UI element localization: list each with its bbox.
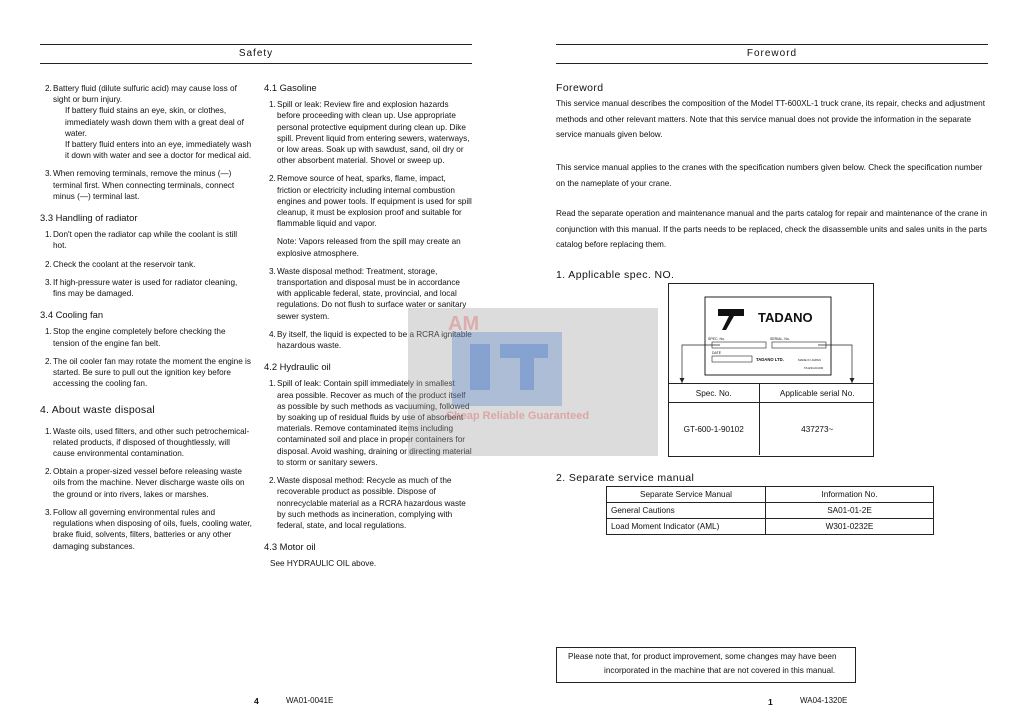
section-4-3-heading: 4.3 Motor oil bbox=[264, 541, 316, 553]
foreword-heading: Foreword bbox=[556, 82, 604, 94]
svc-header-info-no: Information No. bbox=[766, 487, 934, 503]
table-row bbox=[607, 503, 934, 519]
radiator-item-1: 1. Don't open the radiator cap while the coolant is still hot. bbox=[45, 230, 238, 251]
right-doc-code: WA04-1320E bbox=[800, 696, 848, 705]
service-manual-table bbox=[606, 486, 934, 535]
separate-manual-heading: 2. Separate service manual bbox=[556, 472, 695, 484]
right-header-title: Foreword bbox=[746, 48, 798, 59]
notice-line-1: Please note that, for product improvement, some changes may have been bbox=[568, 652, 837, 661]
nameplate-date-caption: DATE bbox=[712, 351, 722, 355]
section-3-4-heading: 3.4 Cooling fan bbox=[40, 309, 104, 321]
spec-header-spec-no: Spec. No. bbox=[668, 384, 760, 403]
fan-item-2: 2. The oil cooler fan may rotate the moment the engine is started. Be sure to pull out the ignition key before accessing the cooling fan. bbox=[45, 356, 251, 389]
spec-header-serial-no: Applicable serial No. bbox=[760, 384, 874, 403]
radiator-item-3: 3. If high-pressure water is used for radiator cleaning, fins may be damaged. bbox=[45, 277, 238, 299]
waste-item-2: 2. Obtain a proper-sized vessel before releasing waste oils from the machine. Never discharge waste oils on the ground or into rivers, lakes or marshes. bbox=[45, 467, 245, 499]
spec-value-spec-no: GT-600-1-90102 bbox=[668, 403, 760, 456]
right-header-rule bbox=[556, 44, 988, 45]
left-column-1 bbox=[40, 83, 252, 559]
section-3-3-heading: 3.3 Handling of radiator bbox=[40, 212, 138, 224]
spec-value-serial-no: 437273~ bbox=[760, 403, 874, 456]
svc-row-1-info-no: SA01-01-2E bbox=[766, 503, 934, 519]
section-4-heading: 4. About waste disposal bbox=[40, 404, 155, 417]
improvement-notice bbox=[556, 647, 856, 683]
section-4-2-heading: 4.2 Hydraulic oil bbox=[264, 361, 331, 373]
gasoline-item-1: 1. Spill or leak: Review fire and explosion hazards before proceeding with clean up. Use appropriate personal protective equipment during clean up. Dike spill. Prevent liquid from entering sewers, waterways, or low areas. Soak up with sawdust, sand, oil dry or other absorbent material. Shovel or sweep up. bbox=[269, 100, 470, 166]
watermark-tagline: Cheap Reliable Guaranteed bbox=[446, 410, 590, 422]
hydraulic-item-1: 1. Spill of leak: Contain spill immediately in smallest area possible. Recover as much of the product itself as possible by such methods as vacuuming, followed by soaking up of residual fluids by use of absorbent materials. Remove contaminated items including contaminated soil and place in proper containers for disposal. Avoid washing, draining or directing material to storm or sanitary sewers. bbox=[269, 379, 472, 467]
nameplate-spec-caption: SPEC. No. bbox=[708, 337, 725, 341]
gasoline-item-3: 3. Waste disposal method: Treatment, storage, transportation and disposal must be in accordance with applicable federal, state, provincial, and local regulations. Do not flush to surface water or sanitary sewer system. bbox=[269, 266, 467, 321]
gasoline-note: Note: Vapors released from the spill may create an explosive atmosphere. bbox=[277, 237, 461, 258]
left-header-title: Safety bbox=[238, 48, 274, 59]
table-row bbox=[607, 519, 934, 535]
nameplate-brand: TADANO bbox=[758, 310, 813, 325]
terminals-item: 3. When removing terminals, remove the minus (—) terminal first. When connecting terminals, connect minus (—) terminal last. bbox=[45, 169, 235, 201]
left-header-rule-bottom bbox=[40, 63, 472, 64]
notice-line-2: incorporated in the machine that are not covered in this manual. bbox=[604, 666, 836, 675]
nameplate-serial-caption: SERIAL. No. bbox=[770, 337, 790, 341]
foreword-paragraph-3: Read the separate operation and maintenance manual and the parts catalog for repair and maintenance of the crane in conjunction with this manual. If the parts needs to be replaced, check the disassemble units and sales units in the parts catalog before replacing them. bbox=[556, 209, 988, 250]
nameplate-illustration bbox=[668, 283, 874, 383]
section-4-1-heading: 4.1 Gasoline bbox=[264, 82, 317, 93]
svc-header-manual: Separate Service Manual bbox=[607, 487, 766, 503]
applicable-spec-heading: 1. Applicable spec. NO. bbox=[556, 269, 675, 281]
waste-item-1: 1. Waste oils, used filters, and other such petrochemical-related products, if disposed of thoughtlessly, will cause environmental contamination. bbox=[45, 426, 250, 459]
svc-row-1-manual: General Cautions bbox=[607, 503, 766, 519]
radiator-item-2: 2. Check the coolant at the reservoir tank. bbox=[45, 259, 196, 269]
svc-row-2-manual: Load Moment Indicator (AML) bbox=[607, 519, 766, 535]
right-header-rule-bottom bbox=[556, 63, 988, 64]
left-header-rule bbox=[40, 44, 472, 45]
svc-row-2-info-no: W301-0232E bbox=[766, 519, 934, 535]
nameplate-part-no: TA1234-00-000 bbox=[804, 366, 824, 370]
left-page-number: 4 bbox=[254, 696, 259, 706]
fan-item-1: 1. Stop the engine completely before checking the tension of the engine fan belt. bbox=[45, 327, 226, 348]
nameplate-maker: TADANO LTD. bbox=[756, 357, 784, 362]
hydraulic-item-2: 2. Waste disposal method: Recycle as much of the recoverable product as possible. Dispose of nonrecyclable material as a RCRA hazardous waste by such methods as incineration, complying with federal, state, and local regulations. bbox=[269, 476, 466, 530]
spec-table bbox=[668, 383, 874, 455]
gasoline-item-2: 2. Remove source of heat, sparks, flame, impact, friction or electricity including internal combustion engines and power tools. If equipment is used for spill cleanup, it must be explosion proof and suitable for flammable liquid and vapor. bbox=[269, 174, 472, 229]
battery-item: 2. Battery fluid (dilute sulfuric acid) may cause loss of sight or burn injury. If battery fluid stains an eye, skin, or clothes, immediately wash down them with a great deal of water. If battery fluid enters into an eye, immediately wash it down with water and see a doctor for medical aid. bbox=[45, 84, 252, 161]
waste-item-3: 3. Follow all governing environmental rules and regulations when disposing of oils, fuels, cooling water, brake fluid, solvents, filters, batteries or any other damaging substances. bbox=[45, 507, 252, 551]
foreword-paragraph-2: This service manual applies to the cranes with the specification numbers given below. Check the specification number on the nameplate of your crane. bbox=[556, 163, 983, 188]
watermark-logo bbox=[400, 302, 670, 462]
right-page-number: 1 bbox=[768, 697, 773, 707]
nameplate-made-in: MADE IN JAPAN bbox=[798, 358, 821, 362]
watermark-letters: AM bbox=[448, 313, 480, 335]
tadano-logo-icon bbox=[718, 309, 744, 330]
motor-oil-text: See HYDRAULIC OIL above. bbox=[270, 559, 377, 569]
left-doc-code: WA01-0041E bbox=[286, 696, 334, 705]
gasoline-item-4: 4. By itself, the liquid is expected to be a RCRA ignitable hazardous waste. bbox=[269, 329, 472, 351]
foreword-paragraph-1: This service manual describes the composition of the Model TT-600XL-1 truck crane, its repair, checks and adjustment methods and other relevant matters. Note that this service manual does not provide the information in the separate service manuals given below. bbox=[556, 99, 985, 140]
